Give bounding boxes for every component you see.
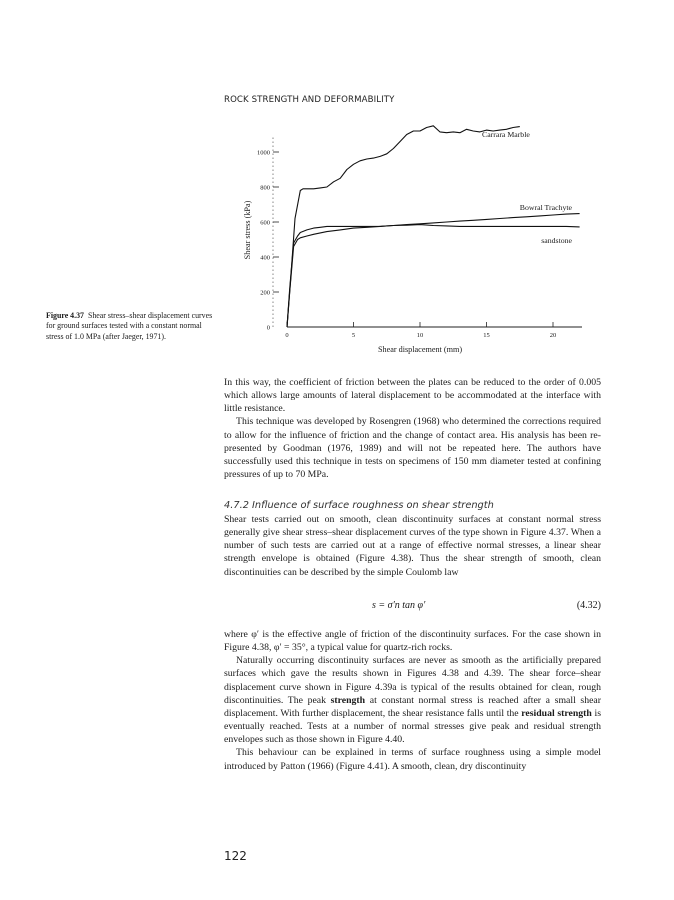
chart-axes	[273, 135, 582, 327]
chart-series	[287, 126, 580, 327]
paragraph-4: where φ′ is the effective angle of friction of the discontinuity surfaces. For the case shown in Figure 4.38, φ′ = 35°, a typical value for quartz-rich rocks.	[224, 629, 601, 654]
paragraph-2: This technique was developed by Rosengren (1968) who determined the corrections required to allow for the influence of friction and the change of contact area. His analysis has been re-presented by Goodman (1976, 1989) and will not be repeated here. The authors have successfully used this technique in tests on specimens of 150 mm diameter tested at confining pressures of up to 70 MPa.	[224, 416, 601, 481]
paragraph-3: Shear tests carried out on smooth, clean discontinuity surfaces at constant normal stress generally give shear stress–shear displacement curves of the type shown in Figure 4.37. When a number of such tests are carried out at a range of effective normal stresses, a linear shear strength envelope is obtained (Figure 4.38). Thus the shear strength of smooth, clean discontinuities can be described by the simple Coulomb law	[224, 514, 601, 578]
y-tick-label: 0	[266, 324, 270, 332]
x-axis-label: Shear displacement (mm)	[377, 345, 463, 354]
figure-caption-text: Shear stress–shear displacement curves for ground surfaces tested with a constant normal stress of 1.0 MPa (after Jaeger, 1971).	[46, 311, 213, 341]
section-heading: 4.7.2 Influence of surface roughness on shear strength	[224, 500, 494, 511]
series-sandstone	[287, 225, 580, 327]
x-tick-label: 5	[351, 332, 356, 339]
paragraph-5-b: at constant normal stress is reached after a small shear displacement. With further displacement, the shear resistance falls until the	[224, 694, 601, 719]
y-tick-label: 200	[260, 289, 270, 297]
series-sandstone-label: sandstone	[541, 236, 572, 245]
body-text-bottom	[224, 628, 601, 773]
x-tick-label: 20	[549, 332, 557, 339]
x-tick-label: 15	[483, 332, 490, 339]
chart-labels	[243, 130, 573, 354]
x-tick-label: 10	[416, 332, 424, 339]
y-axis-label: Shear stress (kPa)	[243, 200, 252, 260]
y-tick-label: 800	[260, 184, 270, 192]
x-tick-label: 0	[285, 332, 289, 339]
figure-label: Figure 4.37	[46, 311, 84, 320]
series-carrara-marble-label: Carrara Marble	[482, 130, 530, 139]
series-bowral-trachyte-label: Bowral Trachyte	[519, 203, 572, 212]
y-tick-label: 1000	[257, 149, 270, 157]
equation-number: (4.32)	[576, 600, 601, 611]
y-tick-label: 600	[260, 219, 270, 227]
paragraph-5-a: Naturally occurring discontinuity surfaces are never as smooth as the artificially prepared surfaces which gave the results shown in Figures 4.38 and 4.39. The shear force–shear displacement curve shown in Figure 4.39a is typical of the results obtained for clean, rough discontinuities. The peak	[224, 655, 601, 706]
paragraph-5-c: is eventually reached. Tests at a number of normal stresses give peak and residual strength envelopes such as those shown in Figure 4.40.	[224, 707, 601, 746]
series-bowral-trachyte	[287, 214, 580, 327]
body-text-section	[224, 513, 601, 579]
equation-4-32	[224, 600, 601, 614]
page-number: 122	[224, 849, 247, 863]
figure-caption	[46, 311, 218, 342]
paragraph-6: This behaviour can be explained in terms of surface roughness using a simple model introduced by Patton (1966) (Figure 4.41). A smooth, clean, dry discontinuity	[224, 747, 601, 772]
term-peak-strength: strength	[330, 694, 366, 706]
paragraph-1: In this way, the coefficient of friction between the plates can be reduced to the order of 0.005 which allows large amounts of lateral displacement to be accommodated at the interface with little resistance.	[224, 377, 601, 415]
paragraph-5	[224, 654, 601, 746]
term-residual-strength: residual strength	[521, 707, 592, 719]
y-tick-label: 400	[260, 254, 270, 262]
body-text-top	[224, 376, 601, 481]
running-head: ROCK STRENGTH AND DEFORMABILITY	[224, 95, 395, 105]
equation-expression: s = σ′n tan φ′	[372, 600, 426, 611]
